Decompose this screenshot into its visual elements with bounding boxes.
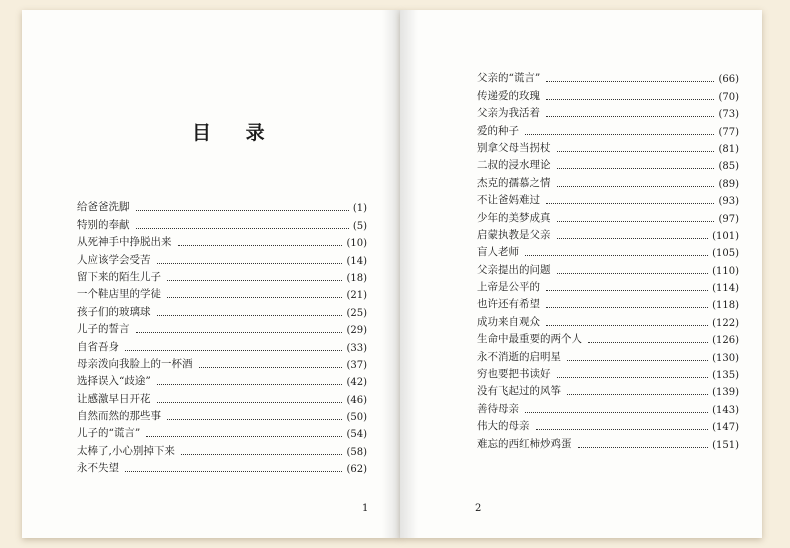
toc-entry-title: 不让爸妈难过 <box>477 194 540 207</box>
dot-leader <box>546 80 714 82</box>
toc-entry-page: (101) <box>712 230 739 242</box>
toc-entry-title: 儿子的“谎言” <box>77 427 141 440</box>
toc-entry-page: (58) <box>346 446 367 458</box>
toc-entry-page: (130) <box>712 352 739 364</box>
toc-entry <box>477 85 739 102</box>
toc-entry <box>477 120 739 137</box>
toc-entry <box>77 371 367 388</box>
dot-leader <box>567 393 708 395</box>
dot-leader <box>181 453 343 455</box>
toc-entry-title: 父亲为我活着 <box>477 107 540 120</box>
toc-entry-page: (147) <box>712 422 739 434</box>
toc-entry-title: 盲人老师 <box>477 246 519 259</box>
toc-entry <box>477 346 739 363</box>
gutter-shadow <box>400 10 418 538</box>
toc-entry <box>77 319 367 336</box>
toc-entry-page: (85) <box>718 161 739 173</box>
toc-entry-title: 没有飞起过的风筝 <box>477 385 561 398</box>
toc-entry <box>77 458 367 475</box>
dot-leader <box>157 383 343 385</box>
dot-leader <box>178 244 343 246</box>
toc-entry <box>477 294 739 311</box>
toc-entry-title: 让感激早日开花 <box>77 392 151 405</box>
dot-leader <box>199 366 343 368</box>
dot-leader <box>557 237 709 239</box>
toc-entry <box>477 242 739 259</box>
toc-entry-page: (81) <box>718 143 739 155</box>
toc-entry <box>77 197 367 214</box>
dot-leader <box>157 401 343 403</box>
toc-entry <box>477 225 739 242</box>
toc-entry-page: (62) <box>346 464 367 476</box>
toc-entry-title: 儿子的誓言 <box>77 323 130 336</box>
toc-entry <box>477 207 739 224</box>
toc-entry-title: 母亲泼向我脸上的一杯酒 <box>77 357 193 370</box>
dot-leader <box>557 220 715 222</box>
toc-entry-page: (54) <box>346 429 367 441</box>
dot-leader <box>525 133 714 135</box>
toc-entry-page: (143) <box>712 404 739 416</box>
toc-entry-page: (110) <box>712 265 739 277</box>
toc-entry-page: (114) <box>712 283 739 295</box>
toc-entry-title: 爱的种子 <box>477 124 519 137</box>
toc-list-right <box>477 68 739 451</box>
toc-entry-title: 孩子们的玻璃球 <box>77 305 151 318</box>
dot-leader <box>557 150 715 152</box>
dot-leader <box>557 272 709 274</box>
toc-entry-page: (42) <box>346 377 367 389</box>
toc-entry-title: 自省吾身 <box>77 340 119 353</box>
toc-entry-title: 父亲的“谎言” <box>477 72 541 85</box>
toc-entry-title: 留下来的陌生儿子 <box>77 270 161 283</box>
toc-entry <box>77 267 367 284</box>
toc-entry-title: 善待母亲 <box>477 402 519 415</box>
dot-leader <box>125 470 342 472</box>
toc-entry-page: (29) <box>346 325 367 337</box>
toc-entry-title: 上帝是公平的 <box>477 281 540 294</box>
dot-leader <box>546 324 708 326</box>
toc-entry-page: (10) <box>346 238 367 250</box>
toc-entry-title: 成功来自观众 <box>477 315 540 328</box>
toc-entry-title: 杰克的孺慕之情 <box>477 176 551 189</box>
toc-entry <box>477 103 739 120</box>
toc-entry-page: (25) <box>346 307 367 319</box>
toc-entry-title: 少年的美梦成真 <box>477 211 551 224</box>
toc-entry <box>477 277 739 294</box>
dot-leader <box>157 314 343 316</box>
dot-leader <box>157 262 343 264</box>
toc-entry-title: 伟大的母亲 <box>477 420 530 433</box>
dot-leader <box>167 296 342 298</box>
toc-entry-page: (37) <box>346 359 367 371</box>
dot-leader <box>567 359 708 361</box>
toc-entry-title: 父亲提出的问题 <box>477 263 551 276</box>
dot-leader <box>588 341 708 343</box>
toc-entry-page: (118) <box>712 300 739 312</box>
toc-entry-page: (89) <box>718 178 739 190</box>
dot-leader <box>525 411 708 413</box>
dot-leader <box>546 289 708 291</box>
toc-entry-title: 难忘的西红柿炒鸡蛋 <box>477 437 572 450</box>
dot-leader <box>546 115 714 117</box>
toc-entry-title: 二叔的浸水理论 <box>477 159 551 172</box>
toc-entry-page: (33) <box>346 342 367 354</box>
toc-entry-page: (151) <box>712 439 739 451</box>
toc-entry <box>477 259 739 276</box>
toc-entry-title: 启蒙执教是父亲 <box>477 228 551 241</box>
dot-leader <box>136 331 343 333</box>
toc-entry <box>77 301 367 318</box>
toc-entry <box>77 440 367 457</box>
dot-leader <box>167 279 342 281</box>
toc-entry-page: (5) <box>352 220 367 232</box>
dot-leader <box>136 209 349 211</box>
toc-entry-page: (77) <box>718 126 739 138</box>
dot-leader <box>125 349 342 351</box>
gutter-shadow <box>382 10 400 538</box>
toc-title: 目 录 <box>192 122 279 144</box>
dot-leader <box>546 202 714 204</box>
toc-entry-page: (73) <box>718 109 739 121</box>
toc-entry <box>77 284 367 301</box>
toc-entry <box>477 172 739 189</box>
toc-entry <box>477 381 739 398</box>
toc-entry-page: (50) <box>346 412 367 424</box>
dot-leader <box>536 428 709 430</box>
toc-entry-page: (21) <box>346 290 367 302</box>
toc-entry <box>77 232 367 249</box>
toc-entry <box>477 138 739 155</box>
toc-entry-title: 也许还有希望 <box>477 298 540 311</box>
toc-entry <box>477 190 739 207</box>
toc-entry-page: (66) <box>718 74 739 86</box>
right-page <box>400 10 762 538</box>
page-number-left: 1 <box>362 503 369 514</box>
toc-entry-title: 特别的奉献 <box>77 218 130 231</box>
toc-entry-page: (1) <box>352 203 367 215</box>
toc-entry-page: (126) <box>712 335 739 347</box>
toc-entry <box>477 155 739 172</box>
toc-entry <box>477 416 739 433</box>
toc-entry-title: 自然而然的那些事 <box>77 410 161 423</box>
toc-entry-page: (105) <box>712 248 739 260</box>
dot-leader <box>136 227 349 229</box>
toc-entry-title: 穷也要把书读好 <box>477 368 551 381</box>
toc-entry <box>77 406 367 423</box>
toc-entry-page: (70) <box>718 91 739 103</box>
toc-entry-page: (18) <box>346 272 367 284</box>
toc-entry <box>477 68 739 85</box>
toc-entry <box>77 388 367 405</box>
toc-entry-title: 生命中最重要的两个人 <box>477 333 582 346</box>
page-number-right: 2 <box>475 503 482 514</box>
dot-leader <box>525 254 708 256</box>
dot-leader <box>546 98 714 100</box>
toc-entry-page: (139) <box>712 387 739 399</box>
dot-leader <box>546 306 708 308</box>
dot-leader <box>557 167 715 169</box>
toc-entry-title: 别拿父母当拐杖 <box>477 141 551 154</box>
toc-entry-title: 永不消逝的启明星 <box>477 350 561 363</box>
toc-entry <box>477 329 739 346</box>
toc-entry <box>477 364 739 381</box>
toc-entry <box>477 398 739 415</box>
toc-entry-title: 永不失望 <box>77 462 119 475</box>
toc-entry-title: 传递爱的玫瑰 <box>477 89 540 102</box>
toc-entry-page: (46) <box>346 394 367 406</box>
toc-entry <box>77 354 367 371</box>
toc-entry <box>477 433 739 450</box>
toc-entry <box>77 423 367 440</box>
toc-entry <box>77 336 367 353</box>
toc-entry-page: (135) <box>712 370 739 382</box>
dot-leader <box>167 418 342 420</box>
toc-entry-title: 选择误入“歧途” <box>77 375 151 388</box>
dot-leader <box>578 446 709 448</box>
dot-leader <box>557 185 715 187</box>
toc-entry-title: 太棒了,小心别掉下来 <box>77 444 175 457</box>
toc-entry-title: 给爸爸洗脚 <box>77 201 130 214</box>
toc-entry <box>477 311 739 328</box>
toc-entry-page: (97) <box>718 213 739 225</box>
book-spread <box>22 10 764 540</box>
toc-entry-title: 从死神手中挣脱出来 <box>77 236 172 249</box>
dot-leader <box>557 376 709 378</box>
dot-leader <box>146 435 342 437</box>
toc-entry-page: (93) <box>718 196 739 208</box>
toc-list-left <box>77 197 367 475</box>
left-page <box>22 10 401 538</box>
toc-entry <box>77 214 367 231</box>
toc-entry-title: 人应该学会受苦 <box>77 253 151 266</box>
toc-entry <box>77 249 367 266</box>
toc-entry-title: 一个鞋店里的学徒 <box>77 288 161 301</box>
toc-entry-page: (14) <box>346 255 367 267</box>
toc-entry-page: (122) <box>712 317 739 329</box>
